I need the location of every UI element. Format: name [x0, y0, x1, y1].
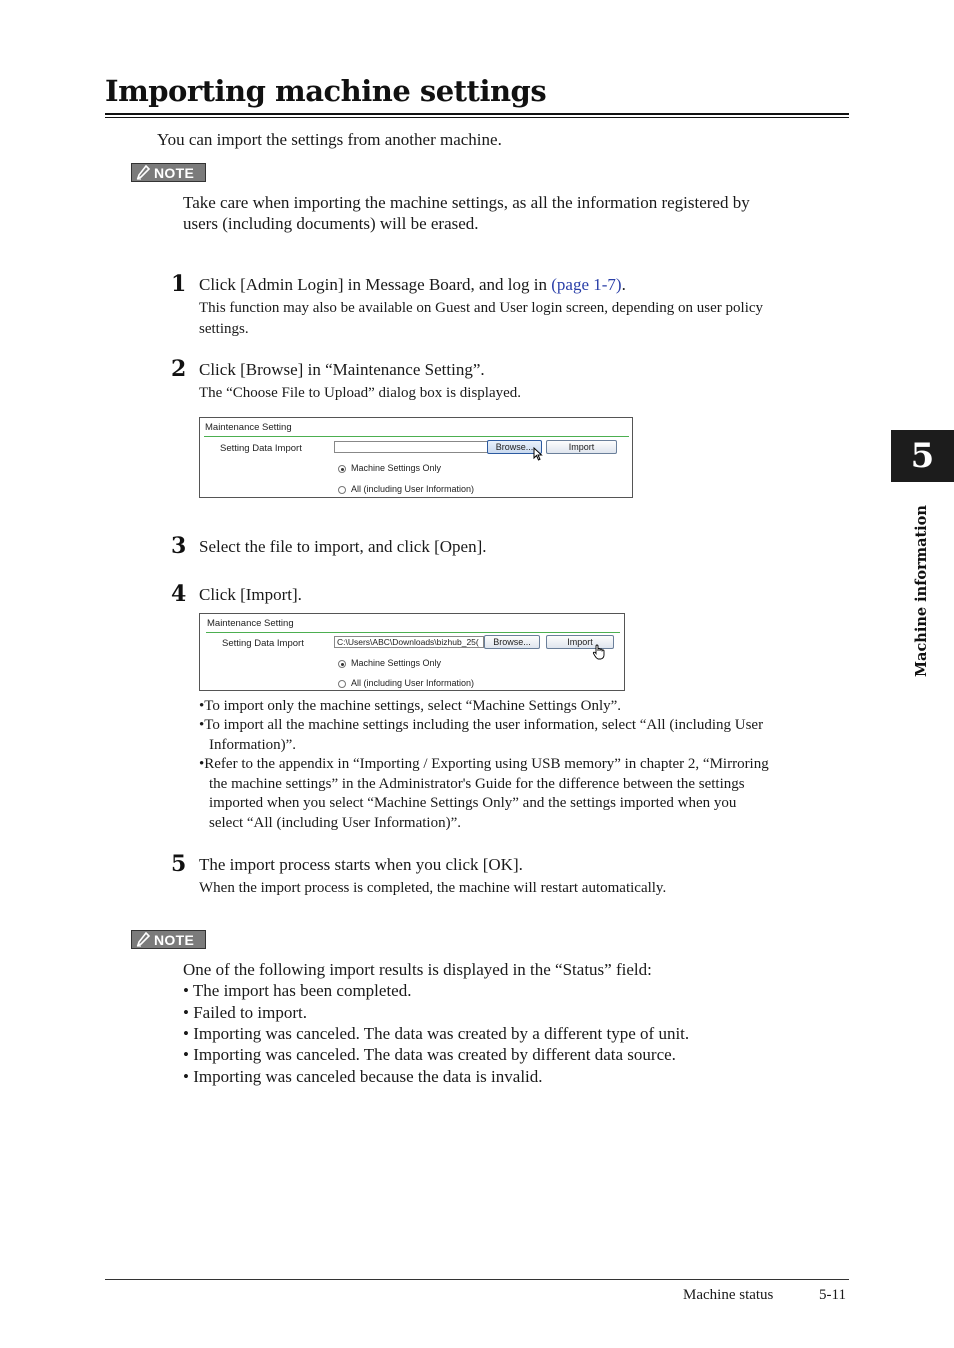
note1-line1: Take care when importing the machine settings, as all the information registered by — [183, 193, 750, 212]
step-1-period: . — [621, 275, 626, 294]
title-rule-thin — [105, 117, 849, 118]
radio-all-including-user-info[interactable] — [338, 486, 346, 494]
step-1-note-line2: settings. — [199, 321, 249, 337]
footer-page-number: 5-11 — [819, 1287, 846, 1303]
step-4-bullet-2-cont: Information)”. — [209, 737, 297, 753]
import-button[interactable]: Import — [546, 440, 617, 454]
setting-data-import-label: Setting Data Import — [220, 443, 302, 454]
footer-section: Machine status — [683, 1287, 774, 1303]
radio-label-machine-settings-only: Machine Settings Only — [351, 463, 442, 473]
note-badge — [131, 930, 206, 949]
step-4-bullet-1: •To import only the machine settings, select “Machine Settings Only”. — [199, 698, 622, 714]
maintenance-setting-screenshot-2 — [199, 613, 625, 691]
footer-rule — [105, 1279, 849, 1280]
note2-item: • Importing was canceled because the data is invalid. — [183, 1067, 543, 1086]
step-1-instruction: Click [Admin Login] in Message Board, and log in — [199, 275, 547, 294]
setting-data-import-label: Setting Data Import — [222, 638, 304, 649]
bullet-marker: • — [183, 1045, 194, 1064]
radio-label-all-including-user-info: All (including User Information) — [351, 678, 475, 688]
bullet-marker: • — [183, 981, 193, 1000]
step-number-3: 3 — [171, 533, 187, 559]
browse-button[interactable]: Browse... — [487, 440, 542, 454]
note2-item: • Failed to import. — [183, 1003, 307, 1022]
maintenance-setting-screenshot-1 — [199, 417, 633, 498]
screenshot-title: Maintenance Setting — [205, 422, 292, 433]
step-4-text: Click [Import]. — [199, 585, 302, 604]
file-path-input[interactable]: C:\Users\ABC\Downloads\bizhub_25( — [334, 636, 484, 648]
step-2-text: Click [Browse] in “Maintenance Setting”. — [199, 360, 485, 379]
screenshot-rule — [204, 436, 629, 437]
note2-item: • The import has been completed. — [183, 981, 412, 1000]
chapter-tab: 5 — [891, 430, 954, 482]
step-1-text — [199, 275, 626, 295]
page-reference-link[interactable]: (page 1-7) — [551, 275, 622, 294]
browse-button[interactable]: Browse... — [484, 635, 540, 649]
step-1-note-line1: This function may also be available on Guest and User login screen, depending on user policy — [199, 300, 764, 316]
bullet-marker: • — [199, 698, 205, 714]
note2-item: • Importing was canceled. The data was created by different data source. — [183, 1045, 676, 1064]
pencil-icon — [132, 931, 154, 948]
title-rule — [105, 113, 849, 115]
import-button[interactable]: Import — [546, 635, 614, 649]
screenshot-rule — [206, 632, 620, 633]
bullet-marker: • — [183, 1024, 194, 1043]
step-4-bullet-2: •To import all the machine settings including the user information, select “All (including User — [199, 717, 764, 733]
note-label: NOTE — [154, 931, 195, 948]
step-4-bullet-3: •Refer to the appendix in “Importing / Exporting using USB memory” in chapter 2, “Mirroring — [199, 756, 769, 772]
note2-item: • Importing was canceled. The data was created by a different type of unit. — [183, 1024, 690, 1043]
note1-line2: users (including documents) will be erased. — [183, 214, 479, 233]
mouse-cursor-icon — [533, 447, 543, 466]
bullet-marker: • — [183, 1003, 194, 1022]
step-5-text: The import process starts when you click [OK]. — [199, 855, 523, 874]
step-number-5: 5 — [171, 851, 187, 877]
page-title: Importing machine settings — [105, 74, 547, 108]
step-4-bullet-3-line2: the machine settings” in the Administrator's Guide for the difference between the settings — [209, 776, 745, 792]
step-2-note: The “Choose File to Upload” dialog box is displayed. — [199, 385, 522, 401]
hand-cursor-icon — [592, 644, 606, 665]
step-number-2: 2 — [171, 356, 187, 382]
chapter-label: Machine information — [913, 505, 930, 677]
screenshot-title: Maintenance Setting — [207, 618, 294, 629]
bullet-marker: • — [183, 1067, 194, 1086]
step-number-4: 4 — [171, 581, 187, 607]
radio-machine-settings-only[interactable] — [338, 660, 346, 668]
intro-text: You can import the settings from another machine. — [157, 130, 502, 149]
radio-label-machine-settings-only: Machine Settings Only — [351, 658, 442, 668]
file-path-input[interactable] — [334, 441, 488, 453]
step-4-bullet-3-line3: imported when you select “Machine Settings Only” and the settings imported when you — [209, 795, 737, 811]
bullet-marker: • — [199, 717, 205, 733]
step-4-bullet-3-line4: select “All (including User Information)”. — [209, 815, 461, 831]
note-label: NOTE — [154, 164, 195, 181]
note2-intro: One of the following import results is displayed in the “Status” field: — [183, 960, 652, 979]
radio-machine-settings-only[interactable] — [338, 465, 346, 473]
radio-label-all-including-user-info: All (including User Information) — [351, 484, 475, 494]
note-badge — [131, 163, 206, 182]
radio-all-including-user-info[interactable] — [338, 680, 346, 688]
step-number-1: 1 — [171, 271, 187, 297]
pencil-icon — [132, 164, 154, 181]
step-3-text: Select the file to import, and click [Open]. — [199, 537, 487, 556]
step-5-note: When the import process is completed, the machine will restart automatically. — [199, 880, 667, 896]
bullet-marker: • — [199, 756, 205, 772]
